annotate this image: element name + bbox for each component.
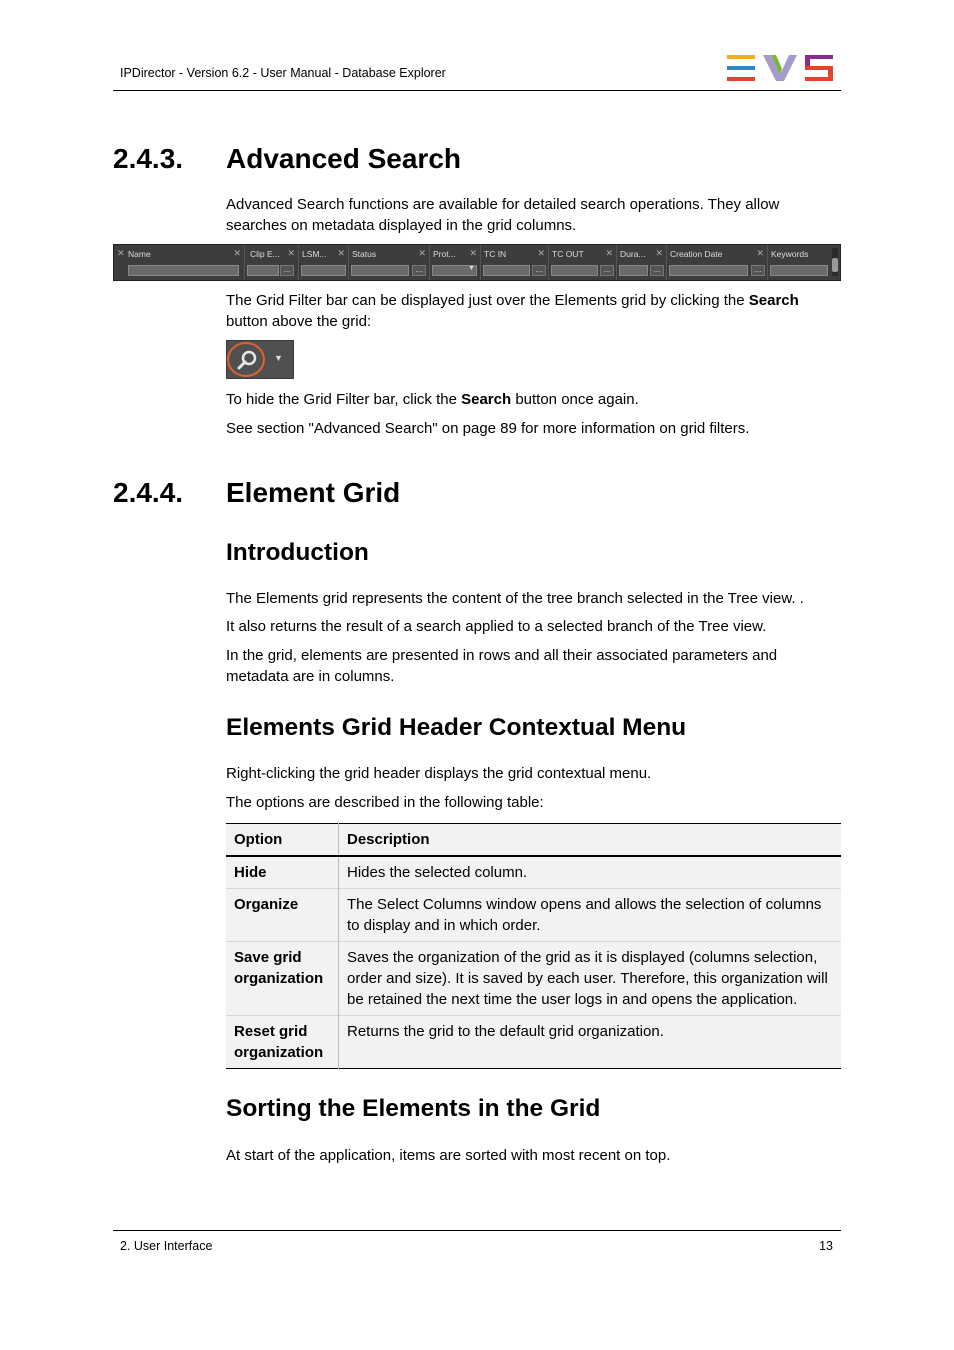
ellipsis-button[interactable]: ...: [280, 265, 294, 276]
ellipsis-button[interactable]: ...: [650, 265, 664, 276]
description-cell: Hides the selected column.: [347, 864, 528, 881]
intro-paragraph-1: The Elements grid represents the content of the tree branch selected in the Tree view. .: [226, 590, 804, 607]
column-label: Keywords: [771, 249, 809, 259]
column-label: LSM...: [302, 249, 327, 259]
filter-input[interactable]: [619, 265, 648, 276]
header-rule: [113, 90, 841, 91]
menu-paragraph-1: Right-clicking the grid header displays the grid contextual menu.: [226, 765, 652, 782]
filter-column[interactable]: [549, 245, 617, 280]
advanced-search-intro: Advanced Search functions are available for detailed search operations. They allow searches on metadata displayed in the grid columns.: [226, 196, 780, 234]
ellipsis-button[interactable]: ...: [532, 265, 546, 276]
description-cell: Saves the organization of the grid as it is displayed (columns selection, order and size). It is saved by each user. Therefore, this organization will be retained the next time the user logs in and opens the application.: [347, 949, 828, 1008]
page-number: 13: [819, 1239, 833, 1253]
close-icon[interactable]: ✕: [655, 248, 663, 258]
options-table: [226, 823, 841, 1069]
filter-column[interactable]: [430, 245, 481, 280]
column-label: Clip E...: [250, 249, 280, 259]
filter-column[interactable]: [299, 245, 349, 280]
filter-input[interactable]: [351, 265, 409, 276]
menu-paragraph-2: The options are described in the following table:: [226, 794, 544, 811]
close-icon[interactable]: ✕: [418, 248, 426, 258]
column-label: Name: [128, 249, 151, 259]
close-icon[interactable]: ✕: [117, 248, 125, 258]
subheading-introduction: Introduction: [226, 539, 369, 566]
filter-column[interactable]: [768, 245, 840, 280]
chevron-down-icon: ▼: [468, 265, 475, 272]
column-label: Status: [352, 249, 377, 259]
filter-input[interactable]: [551, 265, 598, 276]
table-row: [226, 1016, 841, 1069]
column-label: TC IN: [484, 249, 507, 259]
filter-input[interactable]: [483, 265, 530, 276]
close-icon[interactable]: ✕: [469, 248, 477, 258]
table-row: [226, 889, 841, 942]
intro-paragraph-3: In the grid, elements are presented in rows and all their associated parameters and metadata are in columns.: [226, 647, 778, 685]
close-icon[interactable]: ✕: [287, 248, 295, 258]
table-row: [226, 942, 841, 1016]
filter-input[interactable]: [770, 265, 828, 276]
close-icon[interactable]: ✕: [756, 248, 764, 258]
table-header-row: [226, 824, 841, 857]
filter-column[interactable]: [245, 245, 299, 280]
option-cell: Organize: [226, 889, 339, 942]
option-cell: Hide: [226, 856, 339, 889]
column-label: Dura...: [620, 249, 646, 259]
table-row: [226, 856, 841, 889]
footer-rule: [113, 1230, 841, 1231]
filter-column[interactable]: [481, 245, 549, 280]
evs-logo: [727, 55, 835, 81]
option-cell: Reset grid organization: [226, 1016, 339, 1069]
scrollbar[interactable]: [832, 248, 838, 276]
subheading-contextual-menu: Elements Grid Header Contextual Menu: [226, 714, 687, 741]
column-label: TC OUT: [552, 249, 584, 259]
intro-paragraph-2: It also returns the result of a search applied to a selected branch of the Tree view.: [226, 618, 767, 635]
ellipsis-button[interactable]: ...: [600, 265, 614, 276]
description-cell: Returns the grid to the default grid organization.: [347, 1023, 664, 1040]
chevron-down-icon[interactable]: ▼: [274, 353, 283, 363]
search-icon: [236, 349, 258, 371]
filter-input[interactable]: [669, 265, 748, 276]
hide-filter-bar-text: To hide the Grid Filter bar, click the Search button once again.: [226, 391, 639, 408]
filter-input[interactable]: [247, 265, 279, 276]
footer-chapter: 2. User Interface: [120, 1239, 213, 1253]
close-icon[interactable]: ✕: [233, 248, 241, 258]
ellipsis-button[interactable]: ...: [751, 265, 765, 276]
column-header-description: Description: [347, 831, 430, 848]
column-header-option: Option: [226, 824, 339, 857]
close-icon[interactable]: ✕: [537, 248, 545, 258]
filter-input[interactable]: [128, 265, 239, 276]
description-cell: The Select Columns window opens and allows the selection of columns to display and in which order.: [347, 896, 822, 934]
filter-bar-display-text: The Grid Filter bar can be displayed just over the Elements grid by clicking the Search button above the grid:: [226, 292, 799, 330]
see-section-text: See section "Advanced Search" on page 89 for more information on grid filters.: [226, 420, 750, 437]
option-cell: Save grid organization: [226, 942, 339, 1016]
scrollbar-thumb[interactable]: [832, 258, 838, 272]
filter-column[interactable]: [617, 245, 667, 280]
column-label: Prot...: [433, 249, 456, 259]
sorting-paragraph: At start of the application, items are sorted with most recent on top.: [226, 1147, 671, 1164]
filter-column[interactable]: [114, 245, 245, 280]
ellipsis-button[interactable]: ...: [412, 265, 426, 276]
close-icon[interactable]: ✕: [605, 248, 613, 258]
close-icon[interactable]: ✕: [337, 248, 345, 258]
filter-column[interactable]: [349, 245, 430, 280]
running-header: IPDirector - Version 6.2 - User Manual - Database Explorer: [120, 66, 446, 80]
filter-column[interactable]: [667, 245, 768, 280]
search-button[interactable]: [226, 340, 294, 379]
subheading-sorting: Sorting the Elements in the Grid: [226, 1095, 601, 1122]
grid-filter-bar: [113, 244, 841, 281]
column-label: Creation Date: [670, 249, 723, 259]
filter-input[interactable]: [301, 265, 346, 276]
